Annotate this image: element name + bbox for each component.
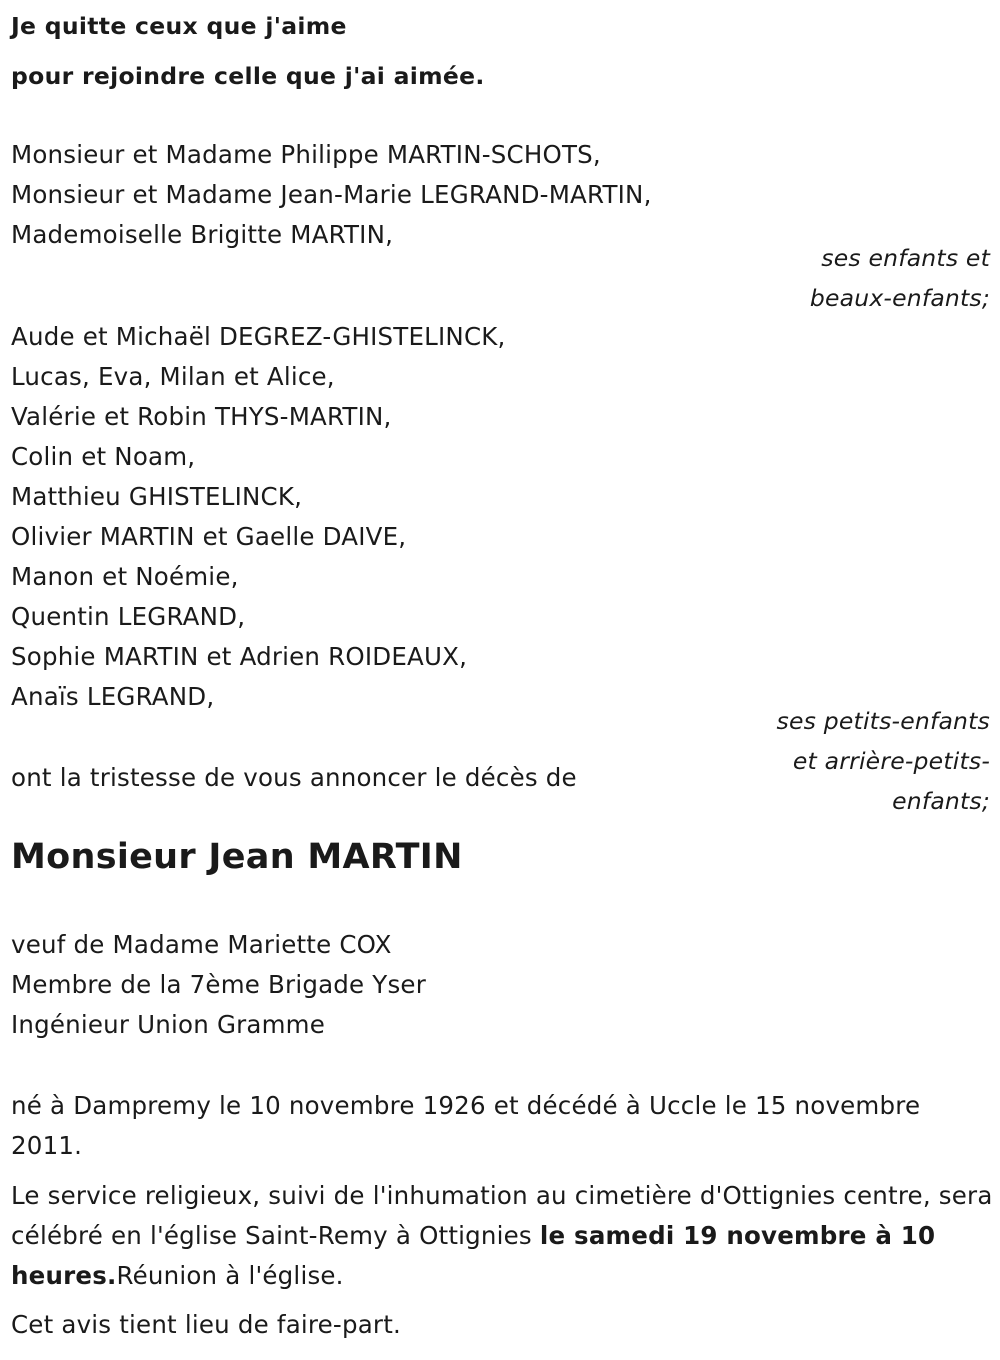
- detail-line: Ingénieur Union Gramme: [11, 1010, 326, 1039]
- grandchildren-item: Anaïs LEGRAND,: [11, 682, 215, 711]
- grandchildren-item: Matthieu GHISTELINCK,: [11, 482, 303, 511]
- quote-line-1: Je quitte ceux que j'aime: [11, 12, 347, 40]
- service-after: Réunion à l'église.: [116, 1261, 344, 1290]
- grandchildren-role: [777, 701, 990, 821]
- grandchildren-item: Colin et Noam,: [11, 442, 196, 471]
- birth-death: né à Dampremy le 10 novembre 1926 et décédé à Uccle le 15 novembre 2011.: [11, 1091, 921, 1160]
- service-text: Le service religieux, suivi de l'inhumation au cimetière d'Ottignies centre, sera célébré en l'église Saint-Remy à Ottignies: [11, 1181, 993, 1250]
- grandchildren-role-line: ses petits-enfants: [776, 707, 990, 735]
- children-role-line: beaux-enfants;: [809, 284, 990, 312]
- grandchildren-item: Olivier MARTIN et Gaelle DAIVE,: [11, 522, 407, 551]
- children-role-line: ses enfants et: [821, 244, 990, 272]
- grandchildren-item: Valérie et Robin THYS-MARTIN,: [11, 402, 392, 431]
- grandchildren-item: Lucas, Eva, Milan et Alice,: [11, 362, 335, 391]
- service-paragraph: [11, 1176, 996, 1296]
- grandchildren-list: [11, 317, 506, 717]
- children-item: Mademoiselle Brigitte MARTIN,: [11, 220, 394, 249]
- deceased-details: [11, 925, 426, 1045]
- grandchildren-item: Quentin LEGRAND,: [11, 602, 246, 631]
- quote-line-2: pour rejoindre celle que j'ai aimée.: [11, 62, 485, 90]
- grandchildren-item: Aude et Michaël DEGREZ-GHISTELINCK,: [11, 322, 506, 351]
- service-date: le samedi 19 novembre à 10 heures.: [11, 1221, 936, 1290]
- grandchildren-role-line: enfants;: [892, 787, 990, 815]
- children-item: Monsieur et Madame Jean-Marie LEGRAND-MARTIN,: [11, 180, 652, 209]
- grandchildren-role-line: et arrière-petits-: [792, 747, 990, 775]
- deceased-name: Monsieur Jean MARTIN: [11, 837, 463, 877]
- detail-line: veuf de Madame Mariette COX: [11, 930, 392, 959]
- grandchildren-item: Manon et Noémie,: [11, 562, 239, 591]
- children-item: Monsieur et Madame Philippe MARTIN-SCHOTS,: [11, 140, 601, 169]
- closing-note: Cet avis tient lieu de faire-part.: [11, 1310, 401, 1339]
- children-list: [11, 135, 652, 255]
- announcement: ont la tristesse de vous annoncer le décès de: [11, 763, 577, 792]
- grandchildren-item: Sophie MARTIN et Adrien ROIDEAUX,: [11, 642, 468, 671]
- children-role: [810, 238, 990, 318]
- detail-line: Membre de la 7ème Brigade Yser: [11, 970, 426, 999]
